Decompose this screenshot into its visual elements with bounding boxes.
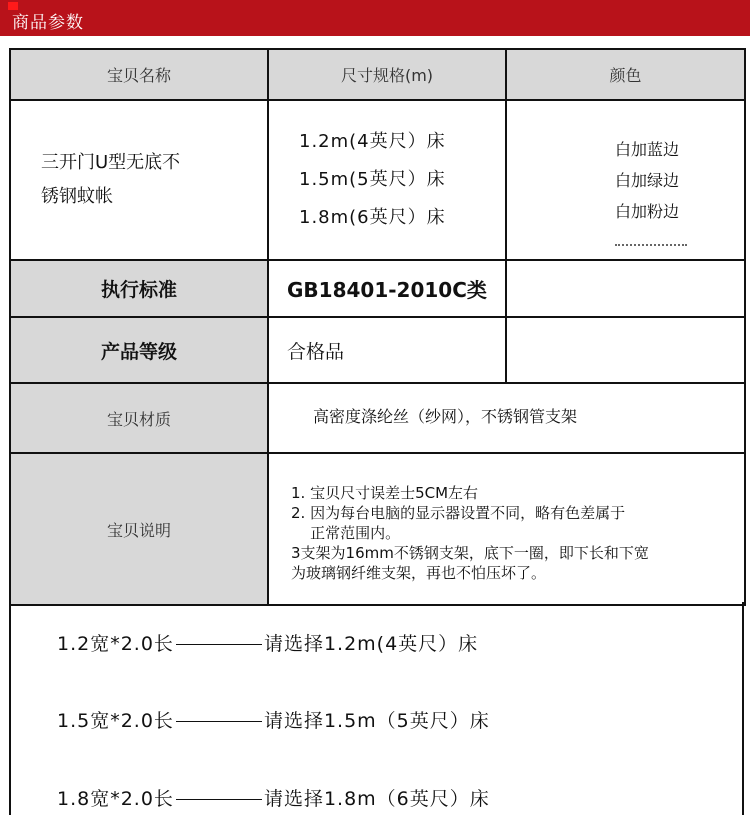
material-value: 高密度涤纶丝（纱网），不锈钢管支架	[268, 383, 745, 453]
guide-dims: 1.8宽*2.0长	[57, 788, 174, 810]
empty-cell	[506, 317, 745, 383]
product-params-table	[9, 48, 746, 606]
guide-dims: 1.5宽*2.0长	[57, 710, 174, 732]
header-row	[10, 49, 745, 100]
product-row	[10, 100, 745, 260]
description-line: 2. 因为每台电脑的显示器设置不同，略有色差属于	[291, 504, 626, 522]
size-option: 1.2m(4英尺）床	[299, 131, 446, 152]
header-name: 宝贝名称	[10, 49, 268, 100]
size-option: 1.5m(5英尺）床	[299, 169, 446, 190]
description-line: 正常范围内。	[291, 524, 401, 542]
section-banner	[0, 0, 750, 36]
material-label: 宝贝材质	[10, 383, 268, 453]
guide-dash	[176, 721, 262, 722]
description-row	[10, 453, 745, 605]
clipped-text-fragment	[615, 244, 687, 249]
guide-dash	[176, 644, 262, 645]
guide-dash	[176, 799, 262, 800]
header-size: 尺寸规格(m)	[268, 49, 506, 100]
product-name-line: 三开门U型无底不	[41, 152, 181, 173]
grade-label: 产品等级	[10, 317, 268, 383]
grade-value: 合格品	[268, 317, 506, 383]
size-option: 1.8m(6英尺）床	[299, 207, 446, 228]
size-cell	[268, 100, 506, 260]
guide-choice: 请选择1.8m（6英尺）床	[263, 788, 490, 810]
product-name-cell	[10, 100, 268, 260]
material-row	[10, 383, 745, 453]
standard-row	[10, 260, 745, 317]
guide-choice: 请选择1.5m（5英尺）床	[263, 710, 490, 732]
standard-label: 执行标准	[10, 260, 268, 317]
color-option: 白加蓝边	[615, 139, 680, 159]
grade-row	[10, 317, 745, 383]
guide-choice: 请选择1.2m(4英尺）床	[263, 633, 479, 655]
empty-cell	[506, 260, 745, 317]
color-cell	[506, 100, 745, 260]
guide-dims: 1.2宽*2.0长	[57, 633, 174, 655]
size-guide-line	[57, 629, 478, 656]
section-title: 商品参数	[12, 13, 84, 33]
size-guide-line	[57, 784, 490, 811]
description-value	[268, 453, 745, 605]
color-option: 白加绿边	[615, 170, 680, 190]
size-guide-line	[57, 706, 490, 733]
size-guide	[9, 602, 744, 815]
product-name-line: 锈钢蚊帐	[41, 186, 113, 207]
description-line: 1. 宝贝尺寸误差士5CM左右	[291, 484, 479, 502]
description-line: 3支架为16mm不锈钢支架，底下一圈，即下长和下宽	[291, 544, 649, 562]
description-line: 为玻璃钢纤维支架，再也不怕压坏了。	[291, 564, 547, 582]
header-color: 颜色	[506, 49, 745, 100]
color-option: 白加粉边	[615, 201, 680, 221]
description-label: 宝贝说明	[10, 453, 268, 605]
standard-value: GB18401-2010C类	[268, 260, 506, 317]
